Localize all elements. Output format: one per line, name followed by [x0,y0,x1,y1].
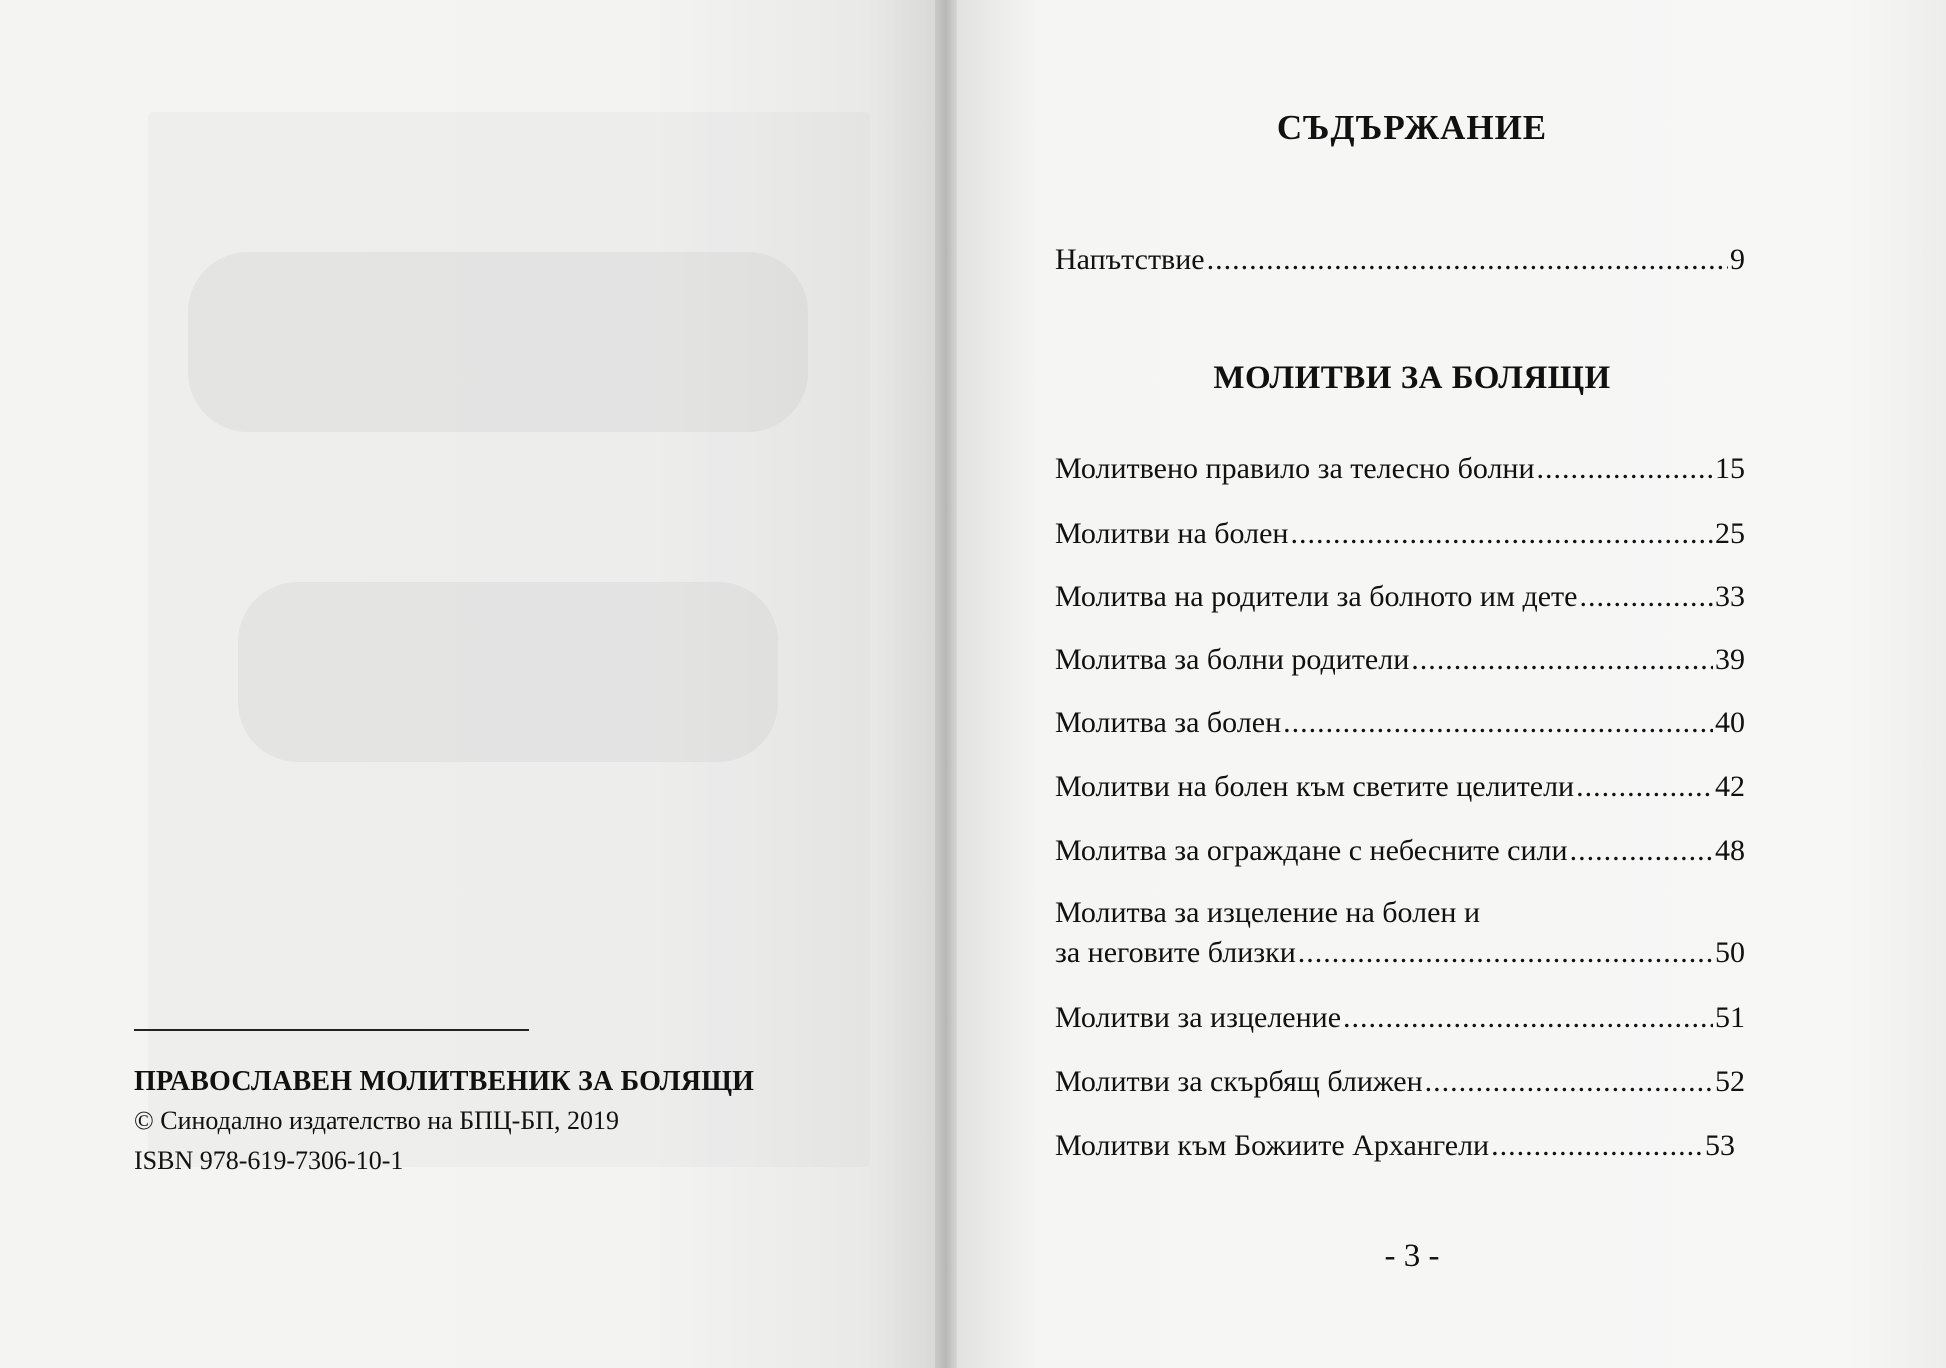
toc-entry-page: 50 [1715,936,1745,969]
toc-entry-page: 53 [1705,1129,1735,1162]
toc-entry [1055,998,1745,1038]
toc-leader-dots [1576,767,1713,807]
toc-entry [1055,893,1745,973]
toc-leader-dots [1207,240,1728,280]
toc-entry [1055,577,1745,617]
toc-leader-dots [1425,1062,1713,1102]
toc-entry [1055,703,1745,743]
toc-entry-page: 25 [1715,517,1745,550]
toc-leader-dots [1537,449,1713,489]
toc-entry-page: 42 [1715,770,1745,803]
toc-leader-dots [1290,514,1713,554]
toc-entry-title: Молитви към Божиите Архангели [1055,1129,1490,1162]
toc-entry-page: 51 [1715,1001,1745,1034]
toc-entry [1055,1062,1745,1102]
toc-leader-dots [1283,703,1713,743]
toc-entry-page: 40 [1715,706,1745,739]
left-page [0,0,935,1368]
toc-entry [1055,449,1745,489]
toc-leader-dots [1298,933,1713,973]
toc-entry-page: 15 [1715,452,1745,485]
toc-leader-dots [1570,831,1713,871]
toc-entry-page: 33 [1715,580,1745,613]
imprint-book-title: ПРАВОСЛАВЕН МОЛИТВЕНИК ЗА БОЛЯЩИ [134,1066,755,1097]
toc-entry-title: Молитви за изцеление [1055,1001,1342,1034]
toc-leader-dots [1579,577,1713,617]
toc-entry [1055,767,1745,807]
right-page [957,0,1946,1368]
toc-entry-title: Молитва на родители за болното им дете [1055,580,1578,613]
toc-entry [1055,1126,1735,1166]
toc-entry-title: Молитви на болен [1055,517,1289,550]
toc-entry-page: 52 [1715,1065,1745,1098]
toc-entry [1055,831,1745,871]
imprint-block [134,1063,914,1181]
toc-entry [1055,640,1745,680]
toc-leader-dots [1411,640,1713,680]
toc-entry-title: Молитвено правило за телесно болни [1055,452,1535,485]
cover-show-through [148,112,870,1167]
toc-entry-title: Молитва за болен [1055,706,1282,739]
toc-entry-page: 48 [1715,834,1745,867]
imprint-isbn: ISBN 978-619-7306-10-1 [134,1146,404,1175]
toc-leader-dots [1491,1126,1703,1166]
toc-leader-dots [1343,998,1713,1038]
contents-heading: СЪДЪРЖАНИЕ [1276,108,1548,147]
page-number: - 3 - [1384,1238,1440,1274]
toc-entry-title: Молитви на болен към светите целители [1055,770,1575,803]
imprint-divider [134,1029,529,1031]
imprint-copyright: © Синодално издателство на БПЦ-БП, 2019 [134,1106,620,1135]
toc-entry-page: 9 [1730,243,1745,276]
toc-entry-title: за неговите близки [1055,936,1296,969]
toc-entry-title: Напътствие [1055,243,1205,276]
toc-entry-title-line1: Молитва за изцеление на болен и [1055,896,1481,929]
book-gutter [935,0,957,1368]
toc-entry-page: 39 [1715,643,1745,676]
toc-entry-title: Молитви за скърбящ ближен [1055,1065,1423,1098]
section-heading: МОЛИТВИ ЗА БОЛЯЩИ [1213,360,1611,396]
toc-entry-intro [1055,240,1745,280]
toc-entry [1055,514,1745,554]
toc-entry-title: Молитва за ограждане с небесните сили [1055,834,1568,867]
toc-entry-title: Молитва за болни родители [1055,643,1410,676]
